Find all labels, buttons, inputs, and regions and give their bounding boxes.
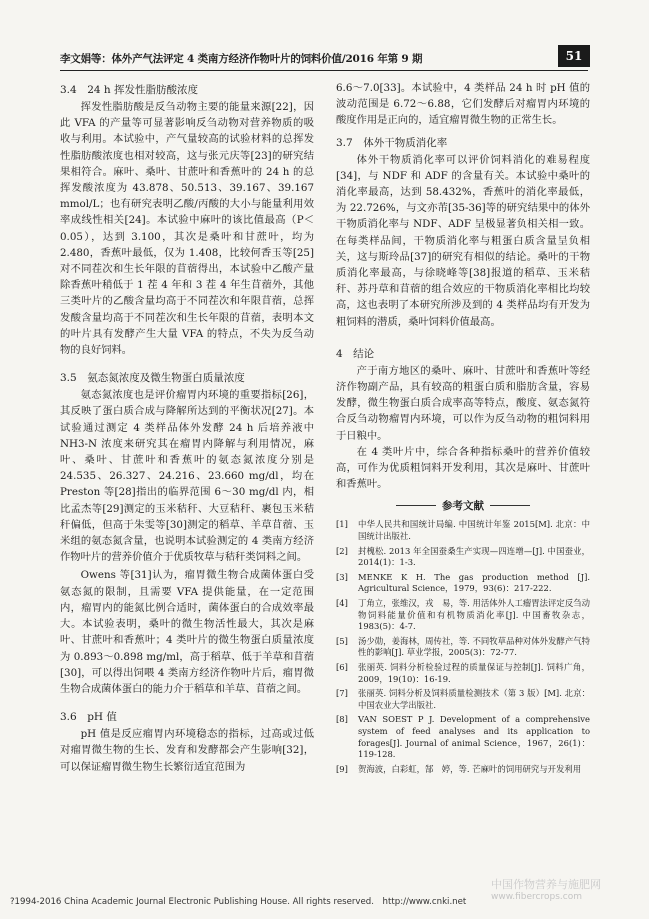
section-4-paragraph-1: 产于南方地区的桑叶、麻叶、甘蔗叶和香蕉叶等经济作物副产品，具有较高的粗蛋白质和脂肪含量，容易发酵，微生物蛋白质合成率高等特点，酸度、氨态氮符合反刍动物瘤胃内环境，可以作为反刍动物的粗饲料用于日粮中。 (336, 364, 590, 442)
reference-number: [6] (336, 662, 348, 672)
reference-text: MENKE K H. The gas production method [J]. Agricultural Science，1979，93(6)：217-222. (358, 571, 590, 594)
reference-item (336, 662, 590, 685)
reference-text: 张丽英. 饲料分析检验过程的质量保证与控制[J]. 饲料广角，2009，19(10)：16-19. (358, 662, 590, 684)
reference-text: 中华人民共和国统计局编. 中国统计年鉴 2015[M]. 北京：中国统计出版社. (358, 519, 590, 542)
reference-number: [7] (336, 688, 348, 699)
header-title: 李文娟等：体外产气法评定 4 类南方经济作物叶片的饲料价值/2016 年第 9 期 (60, 53, 423, 65)
left-column (60, 80, 314, 775)
reference-item (336, 636, 590, 659)
page-number-badge: 51 (558, 45, 590, 67)
references-heading (336, 498, 590, 513)
reference-text: 贺海波，白彩虹，郜 婷，等. 芒麻叶的饲用研究与开发利用 (358, 763, 582, 774)
section-heading-3-5: 3.5 氨态氮浓度及微生物蛋白质量浓度 (60, 372, 245, 385)
reference-number: [9] (336, 763, 348, 774)
reference-number: [5] (336, 635, 348, 646)
reference-number: [3] (336, 571, 348, 582)
reference-list (336, 519, 590, 775)
reference-item (336, 598, 590, 633)
reference-number: [1] (336, 519, 348, 530)
section-3-7-paragraph: 体外干物质消化率可以评价饲料消化的难易程度[34]，与 NDF 和 ADF 的含量有关。本试验中桑叶的消化率最高，达到 58.432%，香蕉叶的消化率最低，为 22.726%，与文亦芾[35-36]等的研究结果中的体外干物质消化率与 NDF、ADF 呈极显著负相关相一致。在每类样品间，干物质消化率与粗蛋白质含量呈负相关，这与斯玲品[37]的研究有相似的结论。桑叶的干物质消化率最高，与徐晓峰等[38]报道的稻草、玉米秸秆、苏丹草和苜蓿的组合效应的干物质消化率相比均较高，这也表明了本研究所涉及到的 4 类样品均有开发为粗饲料的潜质，桑叶饲料价值最高。 (336, 153, 590, 328)
section-3-4-paragraph: 挥发性脂肪酸是反刍动物主要的能量来源[22]，因此 VFA 的产量等可显著影响反刍动物对营养物质的吸收与利用。本试验中，产气量较高的试验材料的总挥发性脂肪酸浓度也相对较高，这与张元庆等[23]的研究结果相符合。麻叶、桑叶、甘蔗叶和香蕉叶的 24 h 的总挥发酸浓度为 43.878、50.513、39.167、39.167 mmol/L；也有研究表明乙酸/丙酸的大小与能量利用效率成线性相关[24]。本试验中麻叶的该比值最高（P＜0.05），达到 3.100，其次是桑叶和甘蔗叶，均为 2.480，香蕉叶最低，仅为 1.408，比较何香玉等[25]对不同茬次和生长年限的苜蓿得出，本试验中乙酸产量除香蕉叶稍低于 1 茬 4 年和 3 茬 4 年生苜蓿外，其他三类叶片的乙酸含量均高于不同茬次和年限苜蓿，总挥发酸含量均高于不同茬次和生长年限的苜蓿，表明本文的叶片具有发酵产生大量 VFA 的特点，不失为反刍动物的良好饲料。 (60, 101, 314, 357)
reference-text: 汤少勋，姜海林，周传社，等. 不同牧草品种对体外发酵产气特性的影响[J]. 草业学报，2005(3)：72-77. (358, 635, 590, 658)
reference-number: [8] (336, 714, 348, 725)
section-4-paragraph-2: 在 4 类叶片中，综合各种指标桑叶的营养价值较高，可作为优质粗饲料开发利用，其次是麻叶、甘蔗叶和香蕉叶。 (336, 445, 590, 491)
reference-item (336, 688, 590, 711)
section-heading-4: 4 结论 (336, 347, 375, 360)
copyright-footer: ?1994-2016 China Academic Journal Electronic Publishing House. All rights reserved. http://www.cnki.net (10, 897, 467, 907)
heading-rule-left (396, 505, 436, 506)
section-heading-3-6: 3.6 pH 值 (60, 711, 117, 724)
reference-text: 丁角立，张维汉，戎 易，等. 用活体外人工瘤胃法评定反刍动物饲料能量价值和有机物质消化率[J]. 中国畜牧杂志，1983(5)：4-7. (358, 598, 590, 632)
watermark-site-name: 中国作物营养与施肥网 (491, 878, 601, 891)
heading-rule-right (490, 505, 530, 506)
reference-number: [4] (336, 598, 348, 609)
section-heading-3-7: 3.7 体外干物质消化率 (336, 136, 448, 149)
section-3-6-paragraph: pH 值是反应瘤胃内环境稳态的指标，过高或过低对瘤胃微生物的生长、发育和发酵都会产生影响[32]，可以保证瘤胃微生物生长繁衍适宜范围为 (60, 728, 314, 773)
section-3-5-paragraph-2: Owens 等[31]认为，瘤胃微生物合成菌体蛋白受氨态氮的限制，且需要 VFA 提供能量，在一定范围内，瘤胃内的能氮比例合适时，菌体蛋白的合成效率最大。本试验表明，桑叶的微生物活性最大，其次是麻叶、甘蔗叶和香蕉叶；4 类叶片的微生物蛋白质量浓度为 0.893～0.898 mg/ml，高于稻草、低于羊草和苜蓿[30]，可以得出饲喂 4 类南方经济作物叶片后，瘤胃微生物合成菌体蛋白的能力介于稻草和羊草、苜蓿之间。 (60, 569, 314, 695)
reference-number: [2] (336, 545, 348, 556)
section-3-6-continued: 6.6～7.0[33]。本试验中，4 类样品 24 h 时 pH 值的波动范围是 6.72～6.88，它们发酵后对瘤胃内环境的酸度作用是正向的，适宜瘤胃微生物的正常生长。 (336, 82, 590, 127)
reference-text: 张丽英. 饲料分析及饲料质量检测技术（第 3 版）[M]. 北京：中国农业大学出版社. (358, 688, 590, 710)
watermark-url: www.fibercrops.com (491, 892, 582, 902)
reference-item (336, 764, 590, 776)
reference-text: 封槐松. 2013 年全国蚕桑生产实现—四连增—[J]. 中国蚕业，2014(1)：1-3. (358, 545, 590, 568)
reference-item (336, 714, 590, 760)
reference-item (336, 519, 590, 542)
section-heading-3-4: 3.4 24 h 挥发性脂肪酸浓度 (60, 84, 198, 96)
section-3-5-paragraph-1: 氨态氮浓度也是评价瘤胃内环境的重要指标[26]，其反映了蛋白质合成与降解所达到的平衡状况[27]。本试验通过测定 4 类样品体外发酵 24 h 后培养液中 NH3-N 浓度来研究其在瘤胃内降解与利用情况，麻叶、桑叶、甘蔗叶和香蕉叶的氨态氮浓度分别是 24.535、26.327、24.216、23.660 mg/dl，均在 Preston 等[28]指出的临界范围 6～30 mg/dl 内，相比孟杰等[29]测定的玉米秸秆、大豆秸秆、裹包玉米秸秆偏低，但高于朱雯等[30]测定的稻草、羊草苜蓿、玉米组的氨态氮含量，也说明本试验测定的 4 类南方经济作物叶片的营养价值介于优质牧草与秸秆类饲料之间。 (60, 389, 314, 564)
reference-item (336, 546, 590, 569)
reference-text: VAN SOEST P J. Development of a comprehensive system of feed analyses and its application to forages[J]. Journal of animal Science，1967，26(1)：119-128. (358, 714, 590, 760)
right-column (336, 80, 590, 778)
references-title: 参考文献 (442, 500, 484, 513)
watermark (491, 878, 641, 904)
reference-item (336, 572, 590, 595)
running-header (60, 48, 588, 71)
